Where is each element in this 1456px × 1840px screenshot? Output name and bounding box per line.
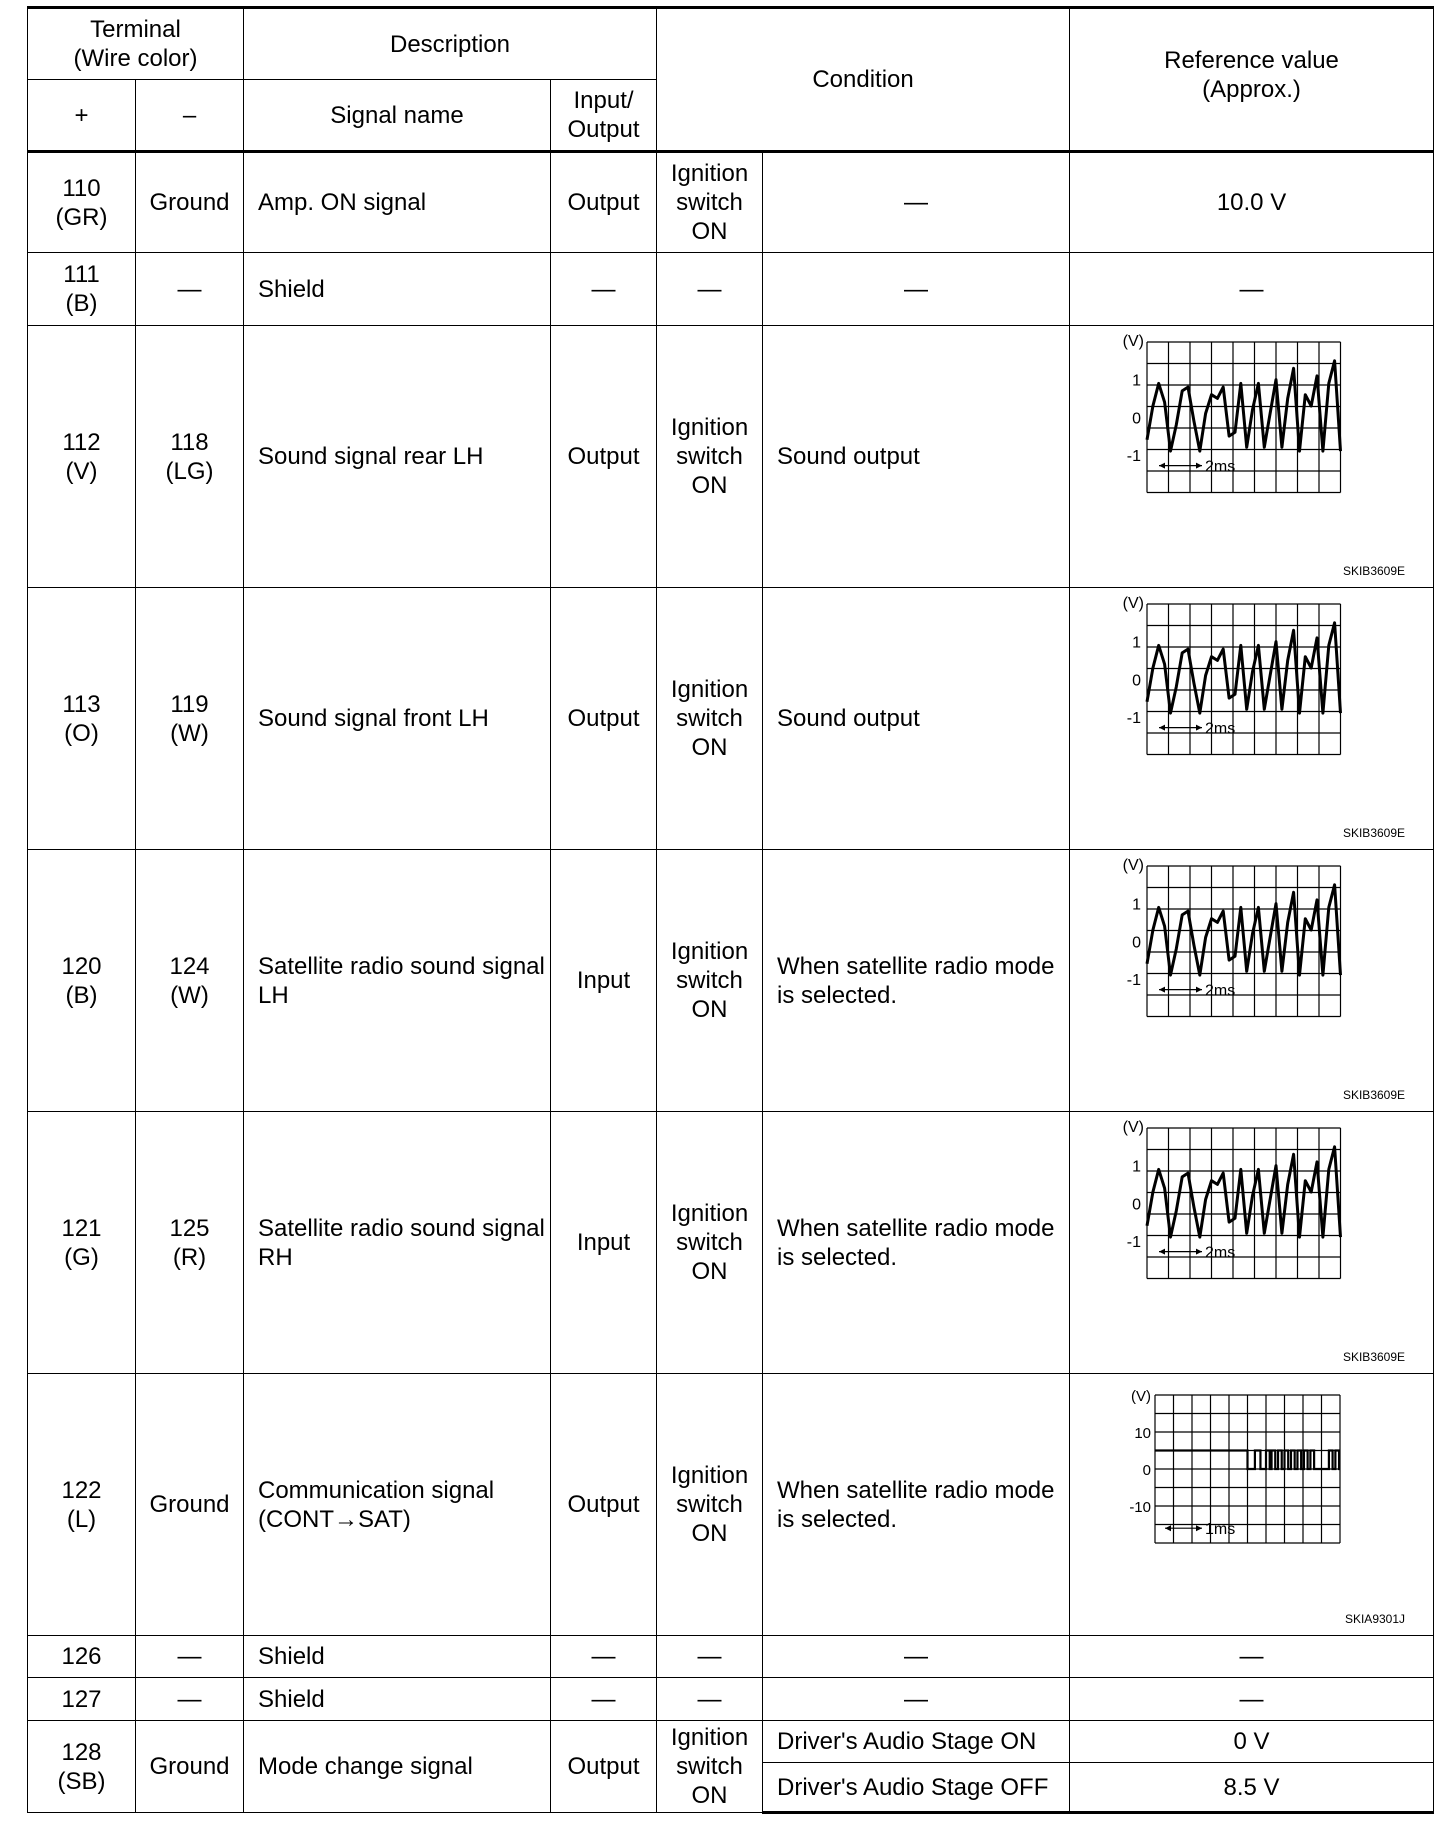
table-row: 110 (GR) Ground Amp. ON signal Output Ignition switch ON — 10.0 V: [28, 152, 1434, 253]
y-tick-label: 0: [1132, 671, 1142, 689]
sound-waveform-cell: [1070, 1112, 1434, 1374]
time-scale-arrow: [1196, 986, 1202, 992]
time-scale-arrow: [1159, 724, 1165, 730]
comm-waveform-cell: [1070, 1374, 1434, 1636]
sound-waveform-cell: [1070, 850, 1434, 1112]
y-tick-label: 10: [1134, 1424, 1152, 1442]
table-row: 112 (V) 118 (LG) Sound signal rear LH Output Ignition switch ON Sound output (V) 1 0 -1 2ms SKIB3609E: [28, 326, 1434, 588]
header-reference-value: Reference value (Approx.): [1070, 8, 1434, 152]
figure-code: SKIB3609E: [1342, 1350, 1406, 1364]
y-tick-label: -1: [1126, 1233, 1142, 1251]
y-tick-label: -1: [1126, 971, 1142, 989]
sound-waveform: [1070, 589, 1434, 849]
waveform-trace: [1155, 1450, 1340, 1469]
header-condition: Condition: [657, 8, 1070, 152]
time-scale-arrow: [1159, 462, 1165, 468]
time-scale-arrow: [1165, 1525, 1171, 1531]
time-scale-arrow: [1196, 724, 1202, 730]
time-scale-arrow: [1196, 1525, 1202, 1531]
time-scale-arrow: [1196, 1248, 1202, 1254]
y-tick-label: 0: [1132, 1195, 1142, 1213]
time-scale-label: 2ms: [1205, 1244, 1236, 1262]
table-row: 111 (B) — Shield — — — —: [28, 253, 1434, 326]
y-tick-label: 1: [1132, 1158, 1142, 1176]
time-scale-label: 2ms: [1205, 982, 1236, 1000]
sound-waveform: [1070, 851, 1434, 1111]
y-tick-label: -1: [1126, 447, 1142, 465]
figure-code: SKIB3609E: [1342, 1088, 1406, 1102]
figure-code: SKIA9301J: [1344, 1612, 1406, 1626]
header-input-output: Input/ Output: [551, 80, 657, 152]
table-row: 122 (L) Ground Communication signal (CONT→SAT) Output Ignition switch ON When satellite radio mode is selected. (V) 10 0 -10 1ms SKIA9301J: [28, 1374, 1434, 1636]
time-scale-arrow: [1159, 986, 1165, 992]
table-row: Driver's Audio Stage OFF 8.5 V: [28, 1763, 1434, 1813]
header-terminal: Terminal (Wire color): [28, 8, 244, 80]
time-scale-label: 1ms: [1205, 1520, 1236, 1538]
y-unit-label: (V): [1122, 856, 1145, 874]
y-tick-label: 0: [1132, 409, 1142, 427]
figure-code: SKIB3609E: [1342, 826, 1406, 840]
time-scale-arrow: [1159, 1248, 1165, 1254]
y-tick-label: -1: [1126, 709, 1142, 727]
header-description: Description: [244, 8, 657, 80]
y-tick-label: 0: [1132, 933, 1142, 951]
sound-waveform: [1070, 1113, 1434, 1373]
y-tick-label: -10: [1129, 1498, 1152, 1516]
y-unit-label: (V): [1122, 332, 1145, 350]
sound-waveform-cell: [1070, 588, 1434, 850]
time-scale-label: 2ms: [1205, 458, 1236, 476]
header-signal-name: Signal name: [244, 80, 551, 152]
y-tick-label: 0: [1142, 1461, 1152, 1479]
time-scale-arrow: [1196, 462, 1202, 468]
y-tick-label: 1: [1132, 896, 1142, 914]
terminal-spec-table: [27, 6, 1434, 1814]
y-tick-label: 1: [1132, 372, 1142, 390]
table-row: 120 (B) 124 (W) Satellite radio sound signal LH Input Ignition switch ON When satellite radio mode is selected. (V) 1 0 -1 2ms SKIB3609E: [28, 850, 1434, 1112]
figure-code: SKIB3609E: [1342, 564, 1406, 578]
table-row: 127 — Shield — — — —: [28, 1678, 1434, 1721]
table-row: 128 (SB) Ground Mode change signal Output Ignition switch ON Driver's Audio Stage ON 0 V: [28, 1721, 1434, 1763]
table-row: 121 (G) 125 (R) Satellite radio sound signal RH Input Ignition switch ON When satellite radio mode is selected. (V) 1 0 -1 2ms SKIB3609E: [28, 1112, 1434, 1374]
header-plus: +: [28, 80, 136, 152]
table-row: 126 — Shield — — — —: [28, 1636, 1434, 1678]
y-unit-label: (V): [1122, 1118, 1145, 1136]
y-tick-label: 1: [1132, 634, 1142, 652]
sound-waveform: [1070, 327, 1434, 587]
comm-waveform: [1070, 1375, 1434, 1635]
time-scale-label: 2ms: [1205, 720, 1236, 738]
y-unit-label: (V): [1131, 1387, 1152, 1405]
sound-waveform-cell: [1070, 326, 1434, 588]
header-minus: –: [136, 80, 244, 152]
y-unit-label: (V): [1122, 594, 1145, 612]
table-row: 113 (O) 119 (W) Sound signal front LH Output Ignition switch ON Sound output (V) 1 0 -1 2ms SKIB3609E: [28, 588, 1434, 850]
